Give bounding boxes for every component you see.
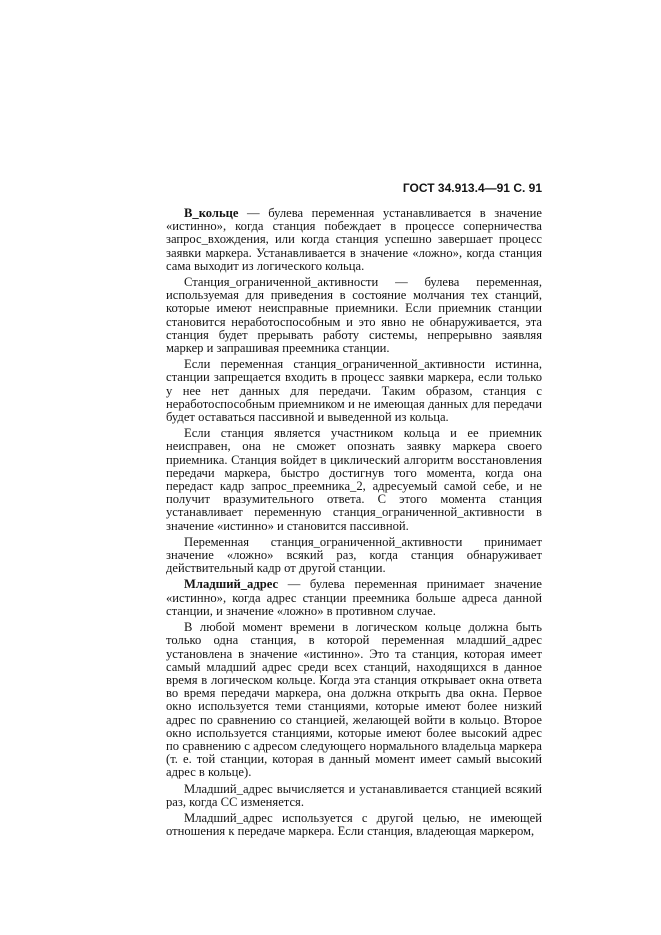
paragraph-text: Переменная станция_ограниченной_активности принимает значение «ложно» всякий раз, когда станция обнаруживает действительный кадр от другой станции. — [166, 534, 542, 576]
term-heading: В_кольце — [184, 206, 239, 220]
paragraph-text: — булева переменная устанавливается в значение «истинно», когда станция побеждает в процессе соперничества запрос_вхождения, или когда станция успешно завершает процесс заявки маркера. Устанавливается в значение «ложно», когда станция сама выходит из логического кольца. — [166, 206, 542, 273]
paragraph-text: Если переменная станция_ограниченной_активности истинна, станции запрещается входить в процесс заявки маркера, если только у нее нет данных для передачи. Таким образом, станция с неработоспособным приемником и не имеющая данных для передачи будет оставаться пассивной и выведенной из кольца. — [166, 357, 542, 425]
paragraph — [166, 536, 542, 576]
paragraph — [166, 578, 542, 618]
paragraph — [166, 207, 542, 273]
paragraph — [166, 276, 542, 355]
paragraph — [166, 358, 542, 424]
paragraph-text: Младший_адрес используется с другой целью, не имеющей отношения к передаче маркера. Если станция, владеющая маркером, — [166, 810, 542, 839]
paragraph — [166, 427, 542, 533]
page-header — [403, 181, 542, 195]
paragraph-text: — булева переменная принимает значение «истинно», когда адрес станции преемника больше адреса данной станции, и значение «ложно» в противном случае. — [166, 577, 542, 618]
paragraph-text: Если станция является участником кольца и ее приемник неисправен, она не сможет опознать заявку маркера своего приемника. Станция войдет в циклический алгоритм восстановления передачи маркера, быстро достигнув того момента, когда она передаст кадр запрос_преемника_2, адресуемый самой себе, и не получит вразумительного ответа. С этого момента станция устанавливает переменную станция_ограниченной_активности в значение «истинно» и становится пассивной. — [166, 426, 542, 533]
paragraph — [166, 621, 542, 779]
paragraph — [166, 812, 542, 838]
paragraph — [166, 783, 542, 809]
paragraph-text: Станция_ограниченной_активности — булева переменная, используемая для приведения в состояние молчания тех станций, которые имеют неисправные приемники. Если приемник станции становится неработоспособным и это явно не обнаруживается, эта станция будет прерывать работу системы, непрерывно заявляя маркер и запрашивая преемника станции. — [166, 275, 542, 356]
paragraph-text: В любой момент времени в логическом кольце должна быть только одна станция, в которой переменная младший_адрес установлена в значение «истинно». Это та станция, которая имеет самый младший адрес среди всех станций, находящихся в данное время в логическом кольце. Когда эта станция открывает окна ответа во время передачи маркера, она должна открыть два окна. Первое окно используется теми станциями, которые имеют более низкий адрес по сравнению со станцией, желающей войти в кольцо. Второе окно используется станциями, которые имеют более высокий адрес по сравнению с адресом следующего нормального владельца маркера (т. е. той станции, которая в данный момент имеет самый высокий адрес в кольце). — [166, 620, 542, 780]
page-number: С. 91 — [513, 181, 542, 195]
body-text — [166, 207, 542, 841]
standard-number: ГОСТ 34.913.4—91 — [402, 181, 510, 195]
term-heading: Младший_адрес — [184, 577, 279, 592]
paragraph-text: Младший_адрес вычисляется и устанавливается станцией всякий раз, когда СС изменяется. — [166, 781, 542, 809]
